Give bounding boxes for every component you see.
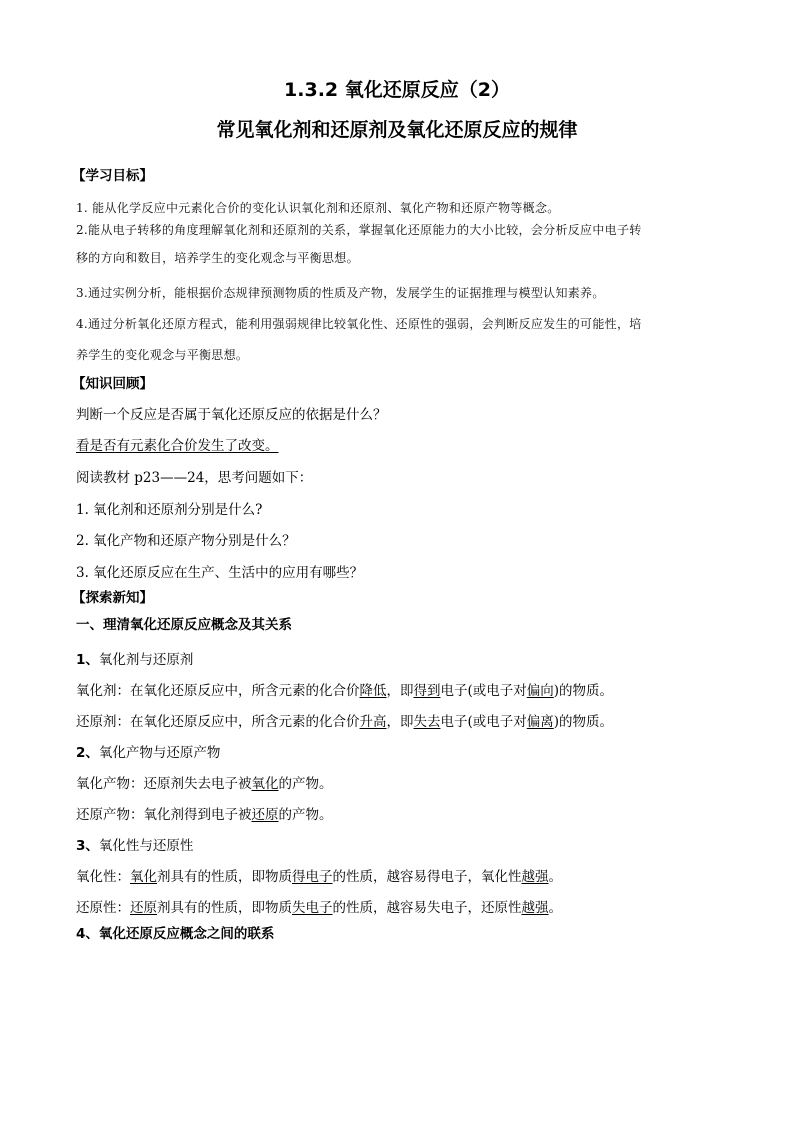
subsection-3-heading <box>76 836 193 856</box>
ox-product-text-b: 的产物。 <box>278 776 333 792</box>
objective-item-4-line-2: 养学生的变化观念与平衡思想。 <box>76 348 249 362</box>
objectives-heading: 【学习目标】 <box>72 168 153 184</box>
reductant-underline-3: 偏离 <box>526 714 554 730</box>
objective-item-3: 3.通过实例分析，能根据价态规律预测物质的性质及产物，发展学生的证据推理与模型认知素养。 <box>76 286 605 300</box>
reducing-text-b: 剂具有的性质，即物质 <box>157 900 292 916</box>
oxidant-text-a: 氧化剂：在氧化还原反应中，所含元素的化合价 <box>76 683 360 699</box>
ox-product-underline: 氧化 <box>251 776 279 792</box>
review-question-1: 1. 氧化剂和还原剂分别是什么? <box>76 502 263 518</box>
oxidant-underline-1: 降低 <box>359 683 387 699</box>
oxidizing-text-c: 的性质，越容易得电子，氧化性 <box>332 869 522 885</box>
oxidant-text-d: )的物质。 <box>553 683 614 699</box>
reductant-text-c: 电子(或电子对 <box>440 714 527 730</box>
section-1-heading: 一、理清氧化还原反应概念及其关系 <box>76 617 292 633</box>
reductant-text-b: ，即 <box>386 714 414 730</box>
subsection-2-number: 2、 <box>76 745 99 761</box>
oxidizing-underline-3: 越强 <box>521 869 549 885</box>
objective-item-1: 1. 能从化学反应中元素化合价的变化认识氧化剂和还原剂、氧化产物和还原产物等概念。 <box>76 201 560 215</box>
review-question-2: 2. 氧化产物和还原产物分别是什么？ <box>76 533 296 549</box>
reduction-product-definition <box>76 805 333 825</box>
red-product-text-b: 的产物。 <box>278 807 333 823</box>
review-heading: 【知识回顾】 <box>72 376 153 392</box>
subsection-4-heading: 4、氧化还原反应概念之间的联系 <box>76 926 275 942</box>
reducing-text-d: 。 <box>548 900 562 916</box>
ox-product-text-a: 氧化产物：还原剂失去电子被 <box>76 776 252 792</box>
page-subtitle: 常见氧化剂和还原剂及氧化还原反应的规律 <box>216 119 578 141</box>
red-product-text-a: 还原产物：氧化剂得到电子被 <box>76 807 252 823</box>
oxidant-text-b: ，即 <box>386 683 414 699</box>
oxidant-text-c: 电子(或电子对 <box>440 683 527 699</box>
subsection-2-heading <box>76 743 220 763</box>
reductant-underline-1: 升高 <box>359 714 387 730</box>
oxidant-underline-3: 偏向 <box>526 683 554 699</box>
oxidizing-text-d: 。 <box>548 869 562 885</box>
objective-item-2-line-1: 2.能从电子转移的角度理解氧化剂和还原剂的关系，掌握氧化还原能力的大小比较，会分析反应中电子转 <box>76 223 642 237</box>
reductant-text-d: )的物质。 <box>553 714 614 730</box>
oxidation-product-definition <box>76 774 333 794</box>
reductant-definition <box>76 712 613 732</box>
reducing-text-a: 还原性： <box>76 900 130 916</box>
subsection-3-text: 氧化性与还原性 <box>98 838 194 854</box>
reductant-underline-2: 失去 <box>413 714 441 730</box>
reducing-underline-3: 越强 <box>521 900 549 916</box>
subsection-3-number: 3、 <box>76 838 99 854</box>
oxidant-underline-2: 得到 <box>413 683 441 699</box>
oxidizing-underline-2: 得电子 <box>292 869 333 885</box>
subsection-1-heading <box>76 650 193 670</box>
reducing-underline-2: 失电子 <box>292 900 333 916</box>
objective-item-2-line-2: 移的方向和数目，培养学生的变化观念与平衡思想。 <box>76 251 359 265</box>
review-reading: 阅读教材 p23——24，思考问题如下： <box>76 470 313 486</box>
oxidant-definition <box>76 681 613 701</box>
subsection-2-text: 氧化产物与还原产物 <box>98 745 221 761</box>
oxidizing-text-a: 氧化性： <box>76 869 130 885</box>
explore-heading: 【探索新知】 <box>72 590 153 606</box>
review-question: 判断一个反应是否属于氧化还原反应的依据是什么？ <box>76 407 387 423</box>
objective-item-4-line-1: 4.通过分析氧化还原方程式，能利用强弱规律比较氧化性、还原性的强弱，会判断反应发生的可能性，培 <box>76 317 642 331</box>
subsection-1-number: 1、 <box>76 652 99 668</box>
reductant-text-a: 还原剂：在氧化还原反应中，所含元素的化合价 <box>76 714 360 730</box>
oxidizing-property-definition <box>76 867 562 887</box>
reducing-property-definition <box>76 898 562 918</box>
subsection-1-text: 氧化剂与还原剂 <box>98 652 194 668</box>
red-product-underline: 还原 <box>251 807 279 823</box>
review-answer-text: 看是否有元素化合价发生了改变。 <box>76 438 279 454</box>
reducing-text-c: 的性质，越容易失电子，还原性 <box>332 900 522 916</box>
reducing-underline-1: 还原 <box>130 900 157 916</box>
page-title: 1.3.2 氧化还原反应（2） <box>284 79 510 101</box>
review-question-3: 3. 氧化还原反应在生产、生活中的应用有哪些？ <box>76 565 364 581</box>
oxidizing-text-b: 剂具有的性质，即物质 <box>157 869 292 885</box>
oxidizing-underline-1: 氧化 <box>130 869 157 885</box>
review-answer <box>76 436 279 456</box>
